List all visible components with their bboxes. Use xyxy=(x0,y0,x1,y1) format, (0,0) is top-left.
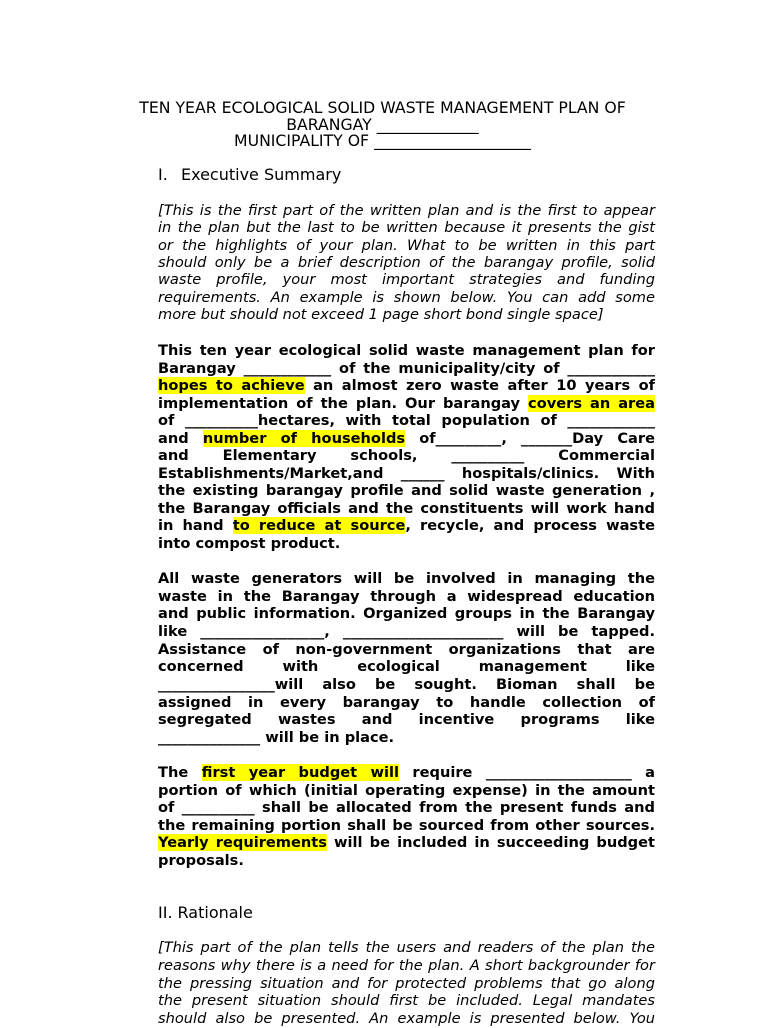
instruction-line: in the plan but the last to be written because it presents the gist xyxy=(158,219,655,237)
paragraph-line: Barangay ____________ of the municipality/city of ____________ xyxy=(158,359,655,377)
paragraph-line xyxy=(158,377,655,395)
title-line: TEN YEAR ECOLOGICAL SOLID WASTE MANAGEMENT PLAN OF xyxy=(139,98,626,117)
section-heading-executive-summary xyxy=(158,166,341,184)
paragraph-line xyxy=(158,395,655,413)
instruction-line: the pressing situation and for protected problems that go along xyxy=(158,974,655,992)
paragraph-line: like _________________, ______________________ will be tapped. xyxy=(158,622,655,640)
section-number: II. xyxy=(158,903,173,922)
paragraph-line: Establishments/Market,and ______ hospitals/clinics. With xyxy=(158,464,655,482)
paragraph-line xyxy=(158,517,655,535)
line-text: The xyxy=(158,764,202,781)
paragraph-line: into compost product. xyxy=(158,535,341,553)
section-number: I. xyxy=(158,165,168,184)
document-title xyxy=(0,100,765,150)
line-text: of_________, _______Day Care xyxy=(405,429,655,447)
highlighted-text: Yearly requirements xyxy=(158,834,327,852)
instruction-paragraph xyxy=(158,202,655,323)
body-paragraph xyxy=(158,570,655,747)
line-text: will be included in succeeding budget xyxy=(326,834,656,852)
instruction-line: should also be presented. An example is presented below. You xyxy=(158,1010,655,1027)
paragraph-line: and public information. Organized groups in the Barangay xyxy=(158,605,655,623)
instruction-line: waste profile, your most important strategies and funding xyxy=(158,271,655,289)
section-title: Rationale xyxy=(177,903,253,922)
paragraph-line: assigned in every barangay to handle collection of xyxy=(158,693,655,711)
instruction-line: reasons why there is a need for the plan. A short backgrounder for xyxy=(158,956,655,974)
title-barangay-line: BARANGAY _____________ xyxy=(286,114,479,134)
paragraph-line: Assistance of non-government organizations that are xyxy=(158,640,655,658)
line-text: , recycle, and process waste xyxy=(405,517,655,535)
highlighted-text: covers an area xyxy=(528,394,655,412)
paragraph-line: the existing barangay profile and solid waste generation , xyxy=(158,482,655,500)
instruction-line: or the highlights of your plan. What to be written in this part xyxy=(158,236,655,254)
paragraph-line xyxy=(158,764,655,782)
body-paragraph xyxy=(158,342,655,553)
paragraph-line: of __________ shall be allocated from the present funds and xyxy=(158,799,655,817)
highlighted-text: to reduce at source xyxy=(232,517,406,535)
paragraph-line: portion of which (initial operating expense) in the amount xyxy=(158,781,655,799)
line-text: require ____________________ a xyxy=(399,764,656,781)
instruction-line: [This is the first part of the written plan and is the first to appear xyxy=(158,202,655,219)
instruction-line: should only be a brief description of the barangay profile, solid xyxy=(158,254,655,272)
paragraph-line: the remaining portion shall be sourced from other sources. xyxy=(158,816,655,834)
instruction-line: [This part of the plan tells the users and readers of the plan the xyxy=(158,939,655,956)
line-text: an almost zero waste after 10 years of xyxy=(304,377,656,395)
line-text: and xyxy=(158,429,203,447)
line-text: in hand xyxy=(158,517,233,535)
paragraph-line: proposals. xyxy=(158,851,244,869)
paragraph-line: All waste generators will be involved in managing the xyxy=(158,570,655,587)
paragraph-line: and Elementary schools, __________ Commercial xyxy=(158,447,655,465)
paragraph-line: waste in the Barangay through a widespread education xyxy=(158,587,655,605)
paragraph-line: segregated wastes and incentive programs like xyxy=(158,711,655,729)
highlighted-text: hopes to achieve xyxy=(158,377,305,395)
line-text: implementation of the plan. Our barangay xyxy=(158,394,529,412)
paragraph-line: the Barangay officials and the constituents will work hand xyxy=(158,499,655,517)
instruction-paragraph xyxy=(158,939,655,1028)
paragraph-line: concerned with ecological management like xyxy=(158,658,655,676)
highlighted-text: number of households xyxy=(202,429,406,447)
title-municipality-line: MUNICIPALITY OF ____________________ xyxy=(234,131,531,151)
body-paragraph xyxy=(158,764,655,870)
paragraph-line xyxy=(158,430,655,448)
instruction-line: requirements. An example is shown below. You can add some xyxy=(158,288,655,306)
highlighted-text: first year budget will xyxy=(201,764,400,781)
paragraph-line: of __________hectares, with total population of ____________ xyxy=(158,412,655,430)
paragraph-line: ______________ will be in place. xyxy=(158,728,395,746)
paragraph-line: ________________will also be sought. Bioman shall be xyxy=(158,675,655,693)
paragraph-line xyxy=(158,834,655,852)
paragraph-line: This ten year ecological solid waste management plan for xyxy=(158,342,655,359)
section-heading-rationale xyxy=(158,904,253,922)
section-title: Executive Summary xyxy=(181,165,342,184)
instruction-line: the present situation should first be included. Legal mandates xyxy=(158,992,655,1010)
instruction-line: more but should not exceed 1 page short bond single space] xyxy=(158,306,604,324)
